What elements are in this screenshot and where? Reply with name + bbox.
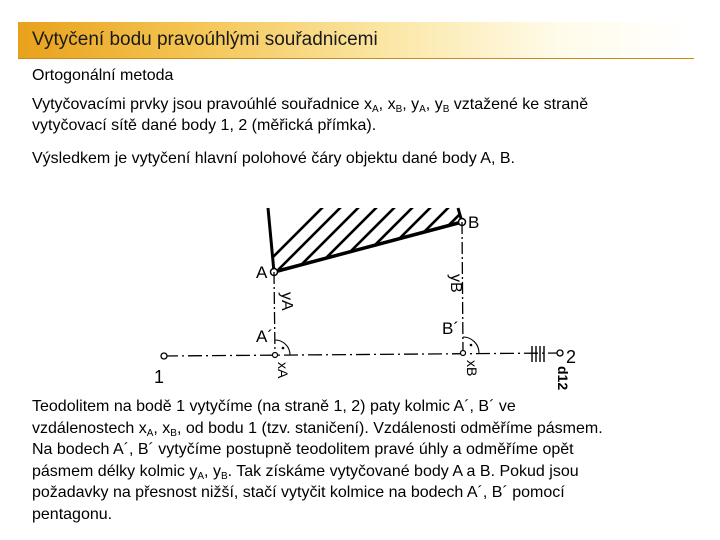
subscript: A: [372, 104, 379, 115]
text: požadavky na přesnost nižší, stačí vytyčit kolmice na bodech A´, B´ pomocí: [32, 484, 565, 501]
title-bar: [18, 22, 694, 59]
text: pentagonu.: [32, 505, 113, 523]
label-yB: yB: [447, 274, 464, 293]
text: pásmem délky kolmic y: [32, 462, 198, 480]
paragraph-result: Výsledkem je vytyčení hlavní polohové čáry objektu dané body A, B.: [32, 150, 515, 167]
text: vytyčovací sítě dané body 1, 2 (měřická přímka).: [32, 117, 377, 134]
label-2: 2: [566, 347, 577, 367]
text: vztažené ke straně: [449, 96, 589, 113]
subscript: A: [419, 104, 426, 115]
building-hatch: [260, 200, 510, 270]
label-d12: d12: [555, 366, 571, 390]
slide-title: Vytyčení bodu pravoúhlými souřadnicemi: [32, 29, 378, 50]
text: Teodolitem na bodě 1 vytyčíme (na straně 1, 2) paty kolmic A´, B´ ve: [32, 398, 516, 415]
text: , x: [153, 419, 171, 437]
right-angle-dot-B: [470, 344, 473, 347]
measuring-line-1-2: [164, 353, 560, 356]
text: , y: [402, 96, 420, 113]
subscript: B: [220, 470, 228, 482]
label-xA: xA: [275, 362, 291, 379]
text: . Tak získáme vytyčované body A a B. Pokud jsou: [227, 462, 579, 480]
paragraph-elements: [32, 94, 588, 136]
survey-diagram: [140, 180, 600, 390]
label-B: B: [468, 213, 480, 232]
paragraph-procedure: [32, 396, 603, 525]
label-A: A: [256, 263, 268, 282]
label-B-prime: B´: [442, 319, 459, 338]
label-A-prime: A´: [256, 327, 273, 346]
label-yA: yA: [278, 292, 295, 311]
point-2: [557, 350, 563, 356]
text: vzdálenostech x: [32, 419, 147, 437]
label-1: 1: [154, 367, 165, 387]
right-angle-dot-A: [282, 347, 285, 350]
point-A-prime: [273, 353, 278, 358]
subscript: B: [442, 104, 450, 115]
perpendicular-A: [274, 272, 275, 355]
label-xB: xB: [464, 360, 480, 377]
object-side-left: [268, 208, 274, 272]
subscript: A: [146, 427, 154, 439]
text: , y: [425, 96, 443, 113]
text: , od bodu 1 (tzv. staničení). Vzdálenosti odměříme pásmem.: [176, 419, 603, 437]
subscript: B: [395, 104, 403, 115]
point-B-prime: [461, 351, 466, 356]
text: , x: [378, 96, 396, 113]
subscript: B: [170, 427, 177, 439]
text: , y: [204, 462, 221, 480]
subscript: A: [197, 470, 205, 482]
text: Na bodech A´, B´ vytyčíme postupně teodolitem pravé úhly a odměříme opět: [32, 441, 574, 458]
text: Vytyčovacími prvky jsou pravoúhlé souřadnice x: [32, 96, 372, 113]
point-1: [161, 353, 167, 359]
heading-method: Ortogonální metoda: [32, 67, 174, 84]
